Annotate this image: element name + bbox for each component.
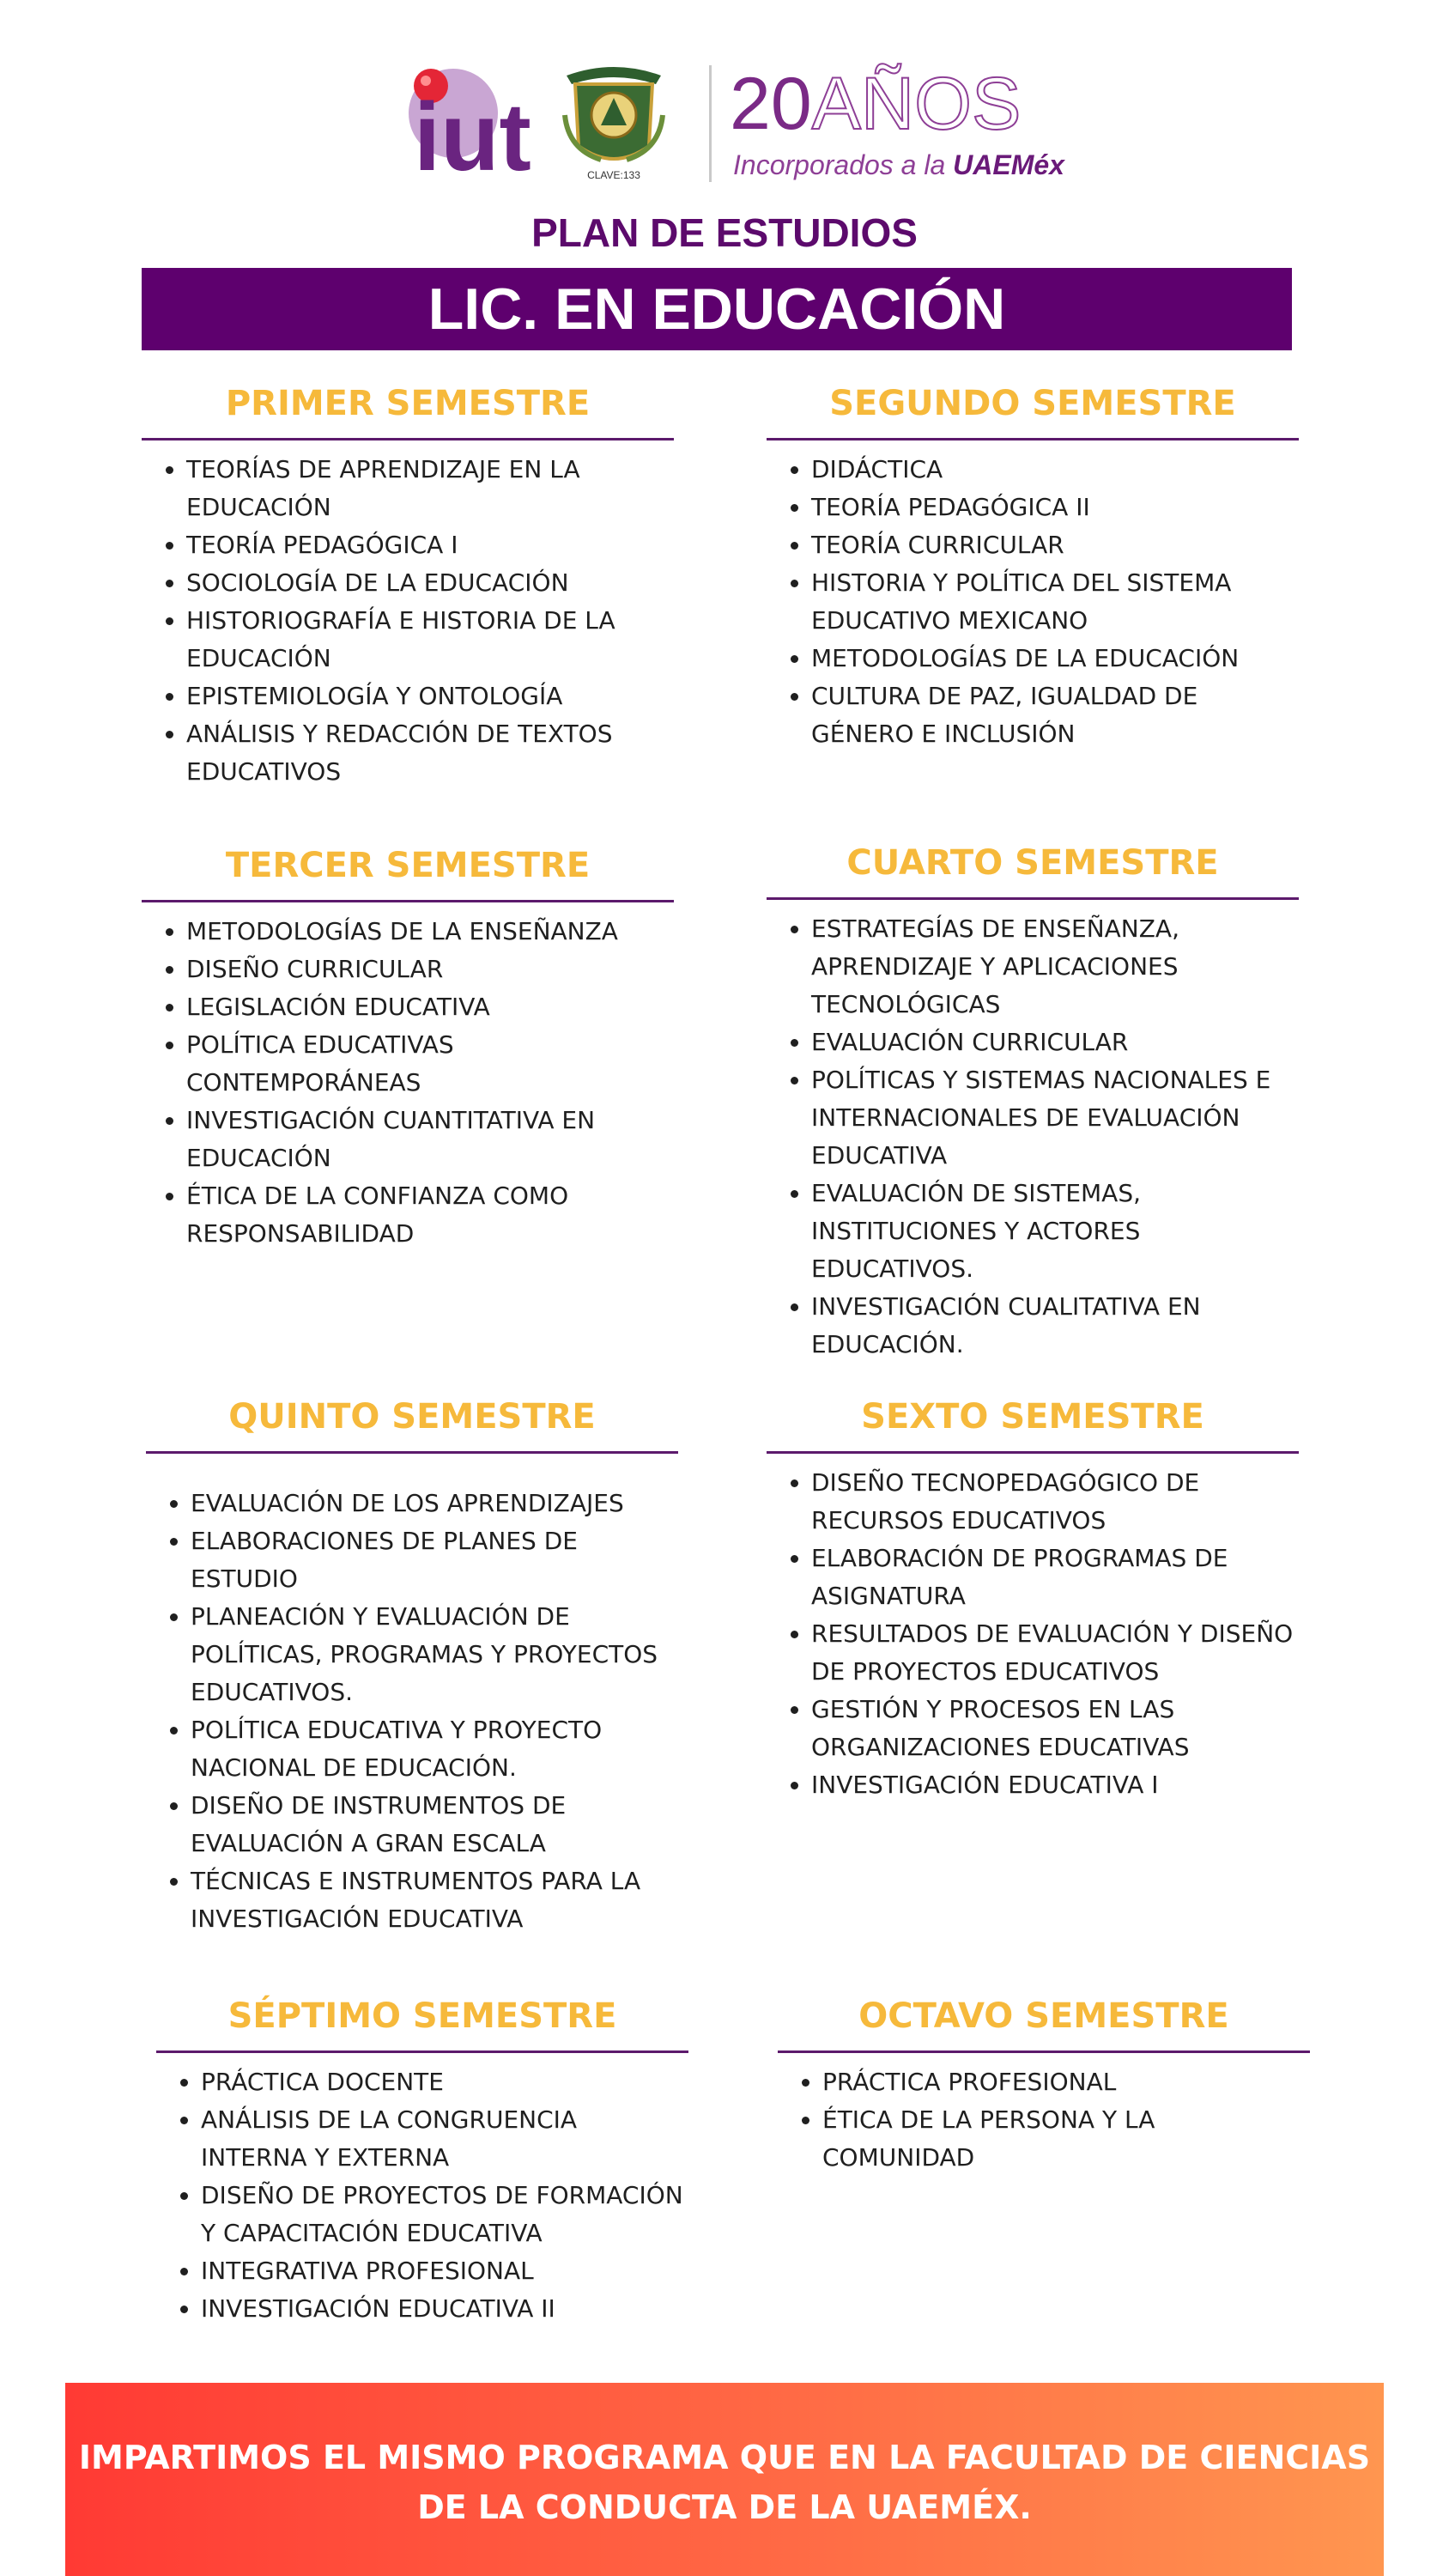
subject-item: • HISTORIA Y POLÍTICA DEL SISTEMA EDUCATIVO MEXICANO — [811, 564, 1299, 640]
subject-item: • HISTORIOGRAFÍA E HISTORIA DE LA EDUCACIÓN — [186, 602, 674, 677]
semester-divider — [156, 2050, 688, 2053]
semester-title: CUARTO SEMESTRE — [846, 843, 1219, 883]
subject-item: • ELABORACIÓN DE PROGRAMAS DE ASIGNATURA — [811, 1540, 1299, 1615]
semester-divider — [142, 438, 674, 440]
subject-item: • ÉTICA DE LA CONFIANZA COMO RESPONSABILIDAD — [186, 1177, 674, 1253]
semester-divider — [767, 1451, 1299, 1454]
semester-divider — [767, 438, 1299, 440]
semester-5 — [146, 1391, 678, 1938]
anniversary-logo — [730, 60, 1064, 189]
plan-title: PLAN DE ESTUDIOS — [531, 210, 918, 255]
subject-list — [146, 1485, 678, 1938]
semester-title: SEXTO SEMESTRE — [861, 1397, 1204, 1437]
subject-item: • EVALUACIÓN DE LOS APRENDIZAJES — [191, 1485, 678, 1522]
anniversary-word: AÑOS — [811, 63, 1022, 145]
semester-divider — [142, 900, 674, 902]
subject-item: • RESULTADOS DE EVALUACIÓN Y DISEÑO DE PROYECTOS EDUCATIVOS — [811, 1615, 1299, 1691]
subject-item: • EVALUACIÓN DE SISTEMAS, INSTITUCIONES Y ACTORES EDUCATIVOS. — [811, 1175, 1299, 1288]
subject-item: • INTEGRATIVA PROFESIONAL — [201, 2252, 688, 2290]
subject-list — [767, 1464, 1299, 1804]
footer-line-1: IMPARTIMOS EL MISMO PROGRAMA QUE EN LA FACULTAD DE CIENCIAS — [78, 2439, 1371, 2476]
anniversary-number — [730, 63, 1022, 145]
semester-title: QUINTO SEMESTRE — [228, 1397, 596, 1437]
subject-item: • INVESTIGACIÓN EDUCATIVA II — [201, 2290, 688, 2328]
uaemex-seal — [549, 64, 678, 184]
subject-item: • DIDÁCTICA — [811, 451, 1299, 489]
iut-logo-text: iut — [414, 83, 531, 180]
subject-item: • GESTIÓN Y PROCESOS EN LAS ORGANIZACIONES EDUCATIVAS — [811, 1691, 1299, 1766]
anniversary-sub-brand: UAEMéx — [953, 149, 1064, 180]
subject-item: • INVESTIGACIÓN CUANTITATIVA EN EDUCACIÓN — [186, 1102, 674, 1177]
subject-item: • EVALUACIÓN CURRICULAR — [811, 1024, 1299, 1061]
footer-line-2: DE LA CONDUCTA DE LA UAEMÉX. — [417, 2488, 1032, 2526]
subject-item: • PRÁCTICA PROFESIONAL — [822, 2063, 1310, 2101]
subject-item: • DISEÑO CURRICULAR — [186, 951, 674, 988]
subject-item: • TÉCNICAS E INSTRUMENTOS PARA LA INVESTIGACIÓN EDUCATIVA — [191, 1862, 678, 1938]
subject-item: • ANÁLISIS Y REDACCIÓN DE TEXTOS EDUCATIVOS — [186, 715, 674, 791]
semester-4 — [767, 837, 1299, 1364]
semester-divider — [778, 2050, 1310, 2053]
subject-item: • LEGISLACIÓN EDUCATIVA — [186, 988, 674, 1026]
subject-item: • POLÍTICA EDUCATIVAS CONTEMPORÁNEAS — [186, 1026, 674, 1102]
semester-7 — [156, 1990, 688, 2328]
semester-title: SEGUNDO SEMESTRE — [829, 384, 1236, 423]
subject-item: • INVESTIGACIÓN CUALITATIVA EN EDUCACIÓN. — [811, 1288, 1299, 1364]
subject-item: • CULTURA DE PAZ, IGUALDAD DE GÉNERO E INCLUSIÓN — [811, 677, 1299, 753]
subject-item: • ANÁLISIS DE LA CONGRUENCIA INTERNA Y EXTERNA — [201, 2101, 688, 2177]
subject-item: • EPISTEMIOLOGÍA Y ONTOLOGÍA — [186, 677, 674, 715]
subject-list — [767, 910, 1299, 1364]
subject-item: • POLÍTICA EDUCATIVA Y PROYECTO NACIONAL DE EDUCACIÓN. — [191, 1711, 678, 1787]
subject-item: • TEORÍA CURRICULAR — [811, 526, 1299, 564]
subject-item: • METODOLOGÍAS DE LA ENSEÑANZA — [186, 913, 674, 951]
semester-3 — [142, 840, 674, 1253]
semester-title: SÉPTIMO SEMESTRE — [227, 1996, 617, 2036]
subject-item: • PLANEACIÓN Y EVALUACIÓN DE POLÍTICAS, PROGRAMAS Y PROYECTOS EDUCATIVOS. — [191, 1598, 678, 1711]
anniversary-digits: 20 — [730, 63, 812, 145]
subject-item: • TEORÍAS DE APRENDIZAJE EN LA EDUCACIÓN — [186, 451, 674, 526]
semester-title: PRIMER SEMESTRE — [225, 384, 591, 423]
subject-item: • TEORÍA PEDAGÓGICA II — [811, 489, 1299, 526]
semester-2 — [767, 378, 1299, 753]
subject-list — [142, 451, 674, 791]
subject-item: • TEORÍA PEDAGÓGICA I — [186, 526, 674, 564]
semester-divider — [767, 897, 1299, 900]
semester-1 — [142, 378, 674, 791]
header — [0, 60, 1449, 189]
subject-list — [778, 2063, 1310, 2177]
semester-divider — [146, 1451, 678, 1454]
subject-item: • DISEÑO DE PROYECTOS DE FORMACIÓN Y CAPACITACIÓN EDUCATIVA — [201, 2177, 688, 2252]
subject-item: • POLÍTICAS Y SISTEMAS NACIONALES E INTERNACIONALES DE EVALUACIÓN EDUCATIVA — [811, 1061, 1299, 1175]
subject-item: • METODOLOGÍAS DE LA EDUCACIÓN — [811, 640, 1299, 677]
footer-banner — [65, 2383, 1384, 2576]
header-divider — [709, 65, 712, 182]
semester-title: TERCER SEMESTRE — [225, 846, 591, 885]
subject-item: • ÉTICA DE LA PERSONA Y LA COMUNIDAD — [822, 2101, 1310, 2177]
semester-title: OCTAVO SEMESTRE — [858, 1996, 1229, 2036]
subject-list — [142, 913, 674, 1253]
seal-caption: CLAVE:133 — [587, 169, 640, 181]
semester-8 — [778, 1990, 1310, 2177]
subject-list — [156, 2063, 688, 2328]
subject-item: • ESTRATEGÍAS DE ENSEÑANZA, APRENDIZAJE Y APLICACIONES TECNOLÓGICAS — [811, 910, 1299, 1024]
anniversary-sub-prefix: Incorporados a la — [733, 149, 946, 180]
subject-item: • PRÁCTICA DOCENTE — [201, 2063, 688, 2101]
subject-item: • INVESTIGACIÓN EDUCATIVA I — [811, 1766, 1299, 1804]
program-banner: LIC. EN EDUCACIÓN — [142, 268, 1292, 350]
subject-item: • DISEÑO TECNOPEDAGÓGICO DE RECURSOS EDUCATIVOS — [811, 1464, 1299, 1540]
subject-item: • ELABORACIONES DE PLANES DE ESTUDIO — [191, 1522, 678, 1598]
subject-list — [767, 451, 1299, 753]
subject-item: • SOCIOLOGÍA DE LA EDUCACIÓN — [186, 564, 674, 602]
iut-logo — [405, 60, 534, 180]
subject-item: • DISEÑO DE INSTRUMENTOS DE EVALUACIÓN A GRAN ESCALA — [191, 1787, 678, 1862]
semester-6 — [767, 1391, 1299, 1804]
anniversary-subtitle — [733, 149, 1064, 181]
